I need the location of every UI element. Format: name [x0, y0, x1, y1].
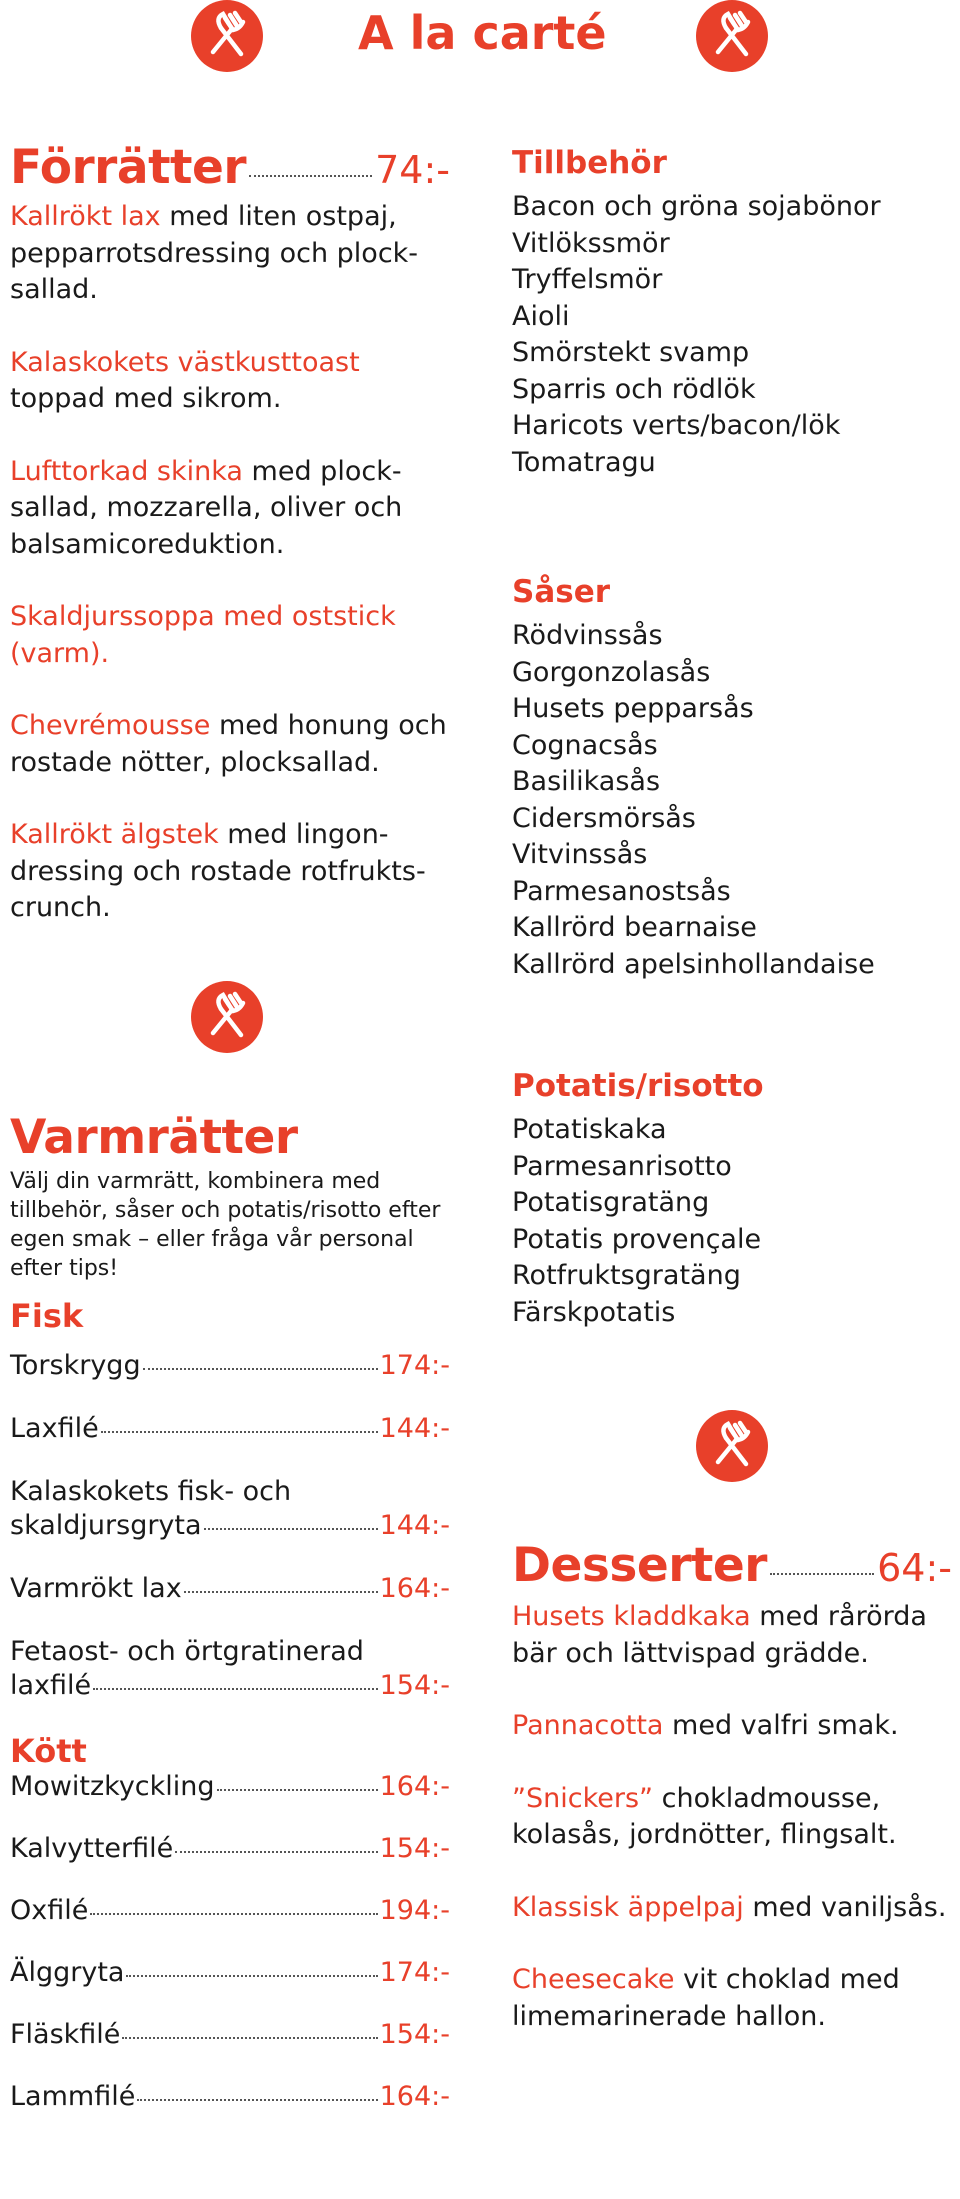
dish-description: med plock-sallad, mozzarella, oliver och balsamicoreduktion. — [10, 455, 403, 560]
dish-name-line: Fetaost- och örtgratinerad — [10, 1636, 364, 1667]
list-item: Potatisgratäng — [512, 1187, 710, 1218]
priced-item — [10, 2080, 450, 2114]
list-item: Vitvinssås — [512, 839, 648, 870]
menu-item — [512, 1781, 952, 1854]
dot-leader — [137, 2099, 377, 2101]
price-row — [10, 1832, 450, 1866]
dot-leader — [204, 1528, 378, 1530]
varmratter-intro: Välj din varmrätt, kombinera med tillbehör, såser och potatis/risotto efter egen smak – eller fråga vår personal efter tips! — [10, 1169, 441, 1281]
dish-price: 154:- — [379, 2019, 450, 2050]
list-item: Kallrörd apelsinhollandaise — [512, 948, 875, 980]
varmratter-section — [10, 1110, 450, 2142]
dish-description: med rårörda bär och lättvispad grädde. — [512, 1601, 927, 1669]
dish-description: med honung och rostade nötter, plocksallad. — [10, 710, 447, 778]
dot-leader — [101, 1431, 378, 1433]
list-item: Smörstekt svamp — [512, 337, 750, 368]
dish-name: Fläskfilé — [10, 2019, 121, 2050]
price-row — [10, 1894, 450, 1928]
saser-section — [512, 574, 952, 983]
dish-name-line: Kalaskokets fisk- och — [10, 1476, 292, 1507]
dish-price: 144:- — [379, 1510, 450, 1541]
dish-name: skaldjursgryta — [10, 1510, 202, 1541]
list-item: Cidersmörsås — [512, 802, 696, 834]
list-item: Basilikasås — [512, 766, 661, 797]
cutlery-icon — [696, 0, 768, 72]
dish-name: Torskrygg — [10, 1350, 141, 1381]
list-item: Tomatragu — [512, 446, 656, 478]
dish-name: Lufttorkad skinka — [10, 455, 243, 487]
list-item: Vitlökssmör — [512, 227, 670, 259]
dot-leader — [184, 1591, 378, 1593]
potatis-section — [512, 1068, 952, 1331]
dish-price: 174:- — [379, 1350, 450, 1381]
cutlery-icon — [191, 0, 263, 72]
menu-item — [10, 454, 450, 564]
menu-item — [10, 817, 450, 927]
price-row — [10, 1412, 450, 1446]
dish-description: med vaniljsås. — [743, 1891, 947, 1923]
forratter-heading: Förrätter — [10, 140, 247, 195]
dish-price: 154:- — [379, 1833, 450, 1864]
priced-item — [10, 2018, 450, 2052]
dish-price: 144:- — [379, 1413, 450, 1444]
price-row — [10, 2018, 450, 2052]
dish-name: Älggryta — [10, 1957, 125, 1988]
menu-item — [10, 599, 450, 672]
dot-leader — [126, 1975, 377, 1977]
cutlery-icon — [191, 981, 263, 1053]
dish-price: 164:- — [379, 1573, 450, 1604]
dish-name: Kalaskokets västkusttoast — [10, 346, 360, 378]
list-item: Tryffelsmör — [512, 264, 663, 295]
menu-item — [10, 345, 450, 418]
list-item: Haricots verts/bacon/lök — [512, 410, 841, 441]
price-row — [10, 1669, 450, 1703]
varmratter-heading: Varmrätter — [10, 1110, 298, 1165]
dish-name: Oxfilé — [10, 1895, 89, 1926]
list-item: Rotfruktsgratäng — [512, 1260, 741, 1291]
priced-item — [10, 1770, 450, 1804]
dish-description: chokladmousse, kolasås, jordnötter, flingsalt. — [512, 1782, 897, 1850]
dish-name: Cheesecake — [512, 1964, 675, 1995]
dot-leader — [217, 1789, 378, 1791]
priced-item — [10, 1956, 450, 1990]
menu-item — [10, 199, 450, 309]
dish-name: ”Snickers” — [512, 1782, 654, 1814]
fisk-heading: Fisk — [10, 1297, 84, 1335]
price-row — [10, 1509, 450, 1543]
dot-leader — [122, 2037, 377, 2039]
priced-item — [10, 1572, 450, 1606]
forratter-price: 74:- — [375, 148, 450, 192]
menu-item — [512, 1599, 952, 1672]
dish-name: Chevrémousse — [10, 710, 211, 741]
list-item: Potatiskaka — [512, 1114, 667, 1145]
dish-price: 164:- — [379, 1771, 450, 1802]
dish-name: Kallrökt älgstek — [10, 819, 219, 850]
dish-name: Kallrökt lax — [10, 201, 161, 232]
list-item: Parmesanrisotto — [512, 1150, 732, 1182]
price-row — [10, 1770, 450, 1804]
list-item: Sparris och rödlök — [512, 373, 756, 405]
dish-name: Kalvytterfilé — [10, 1833, 174, 1864]
tillbehor-section — [512, 145, 952, 481]
menu-item — [512, 1890, 952, 1927]
menu-item — [512, 1708, 952, 1745]
saser-heading: Såser — [512, 574, 611, 610]
priced-item — [10, 1894, 450, 1928]
dish-description: toppad med sikrom. — [10, 383, 282, 414]
list-item: Kallrörd bearnaise — [512, 912, 757, 943]
priced-item — [10, 1475, 450, 1543]
list-item: Aioli — [512, 300, 570, 332]
dish-description: vit choklad med limemarinerade hallon. — [512, 1964, 900, 2032]
price-row — [10, 1349, 450, 1383]
menu-item — [10, 708, 450, 781]
forratter-section — [10, 140, 450, 963]
dish-name: Lammfilé — [10, 2081, 136, 2112]
desserter-price: 64:- — [877, 1546, 952, 1590]
tillbehor-heading: Tillbehör — [512, 145, 667, 181]
dish-price: 154:- — [379, 1670, 450, 1701]
dot-leader — [143, 1368, 378, 1370]
list-item: Rödvinssås — [512, 620, 663, 651]
price-row — [10, 1956, 450, 1990]
desserter-heading: Desserter — [512, 1538, 767, 1593]
dish-name: Husets kladdkaka — [512, 1601, 751, 1632]
cutlery-icon — [696, 1410, 768, 1482]
list-item: Potatis provençale — [512, 1223, 762, 1255]
dish-description: med liten ostpaj, pepparrotsdressing och plock-sallad. — [10, 201, 419, 305]
dish-name: laxfilé — [10, 1670, 92, 1701]
list-item: Bacon och gröna sojabönor — [512, 191, 881, 222]
dish-name: Varmrökt lax — [10, 1573, 182, 1604]
dish-name: Laxfilé — [10, 1413, 99, 1444]
potatis-heading: Potatis/risotto — [512, 1068, 764, 1104]
dish-price: 194:- — [379, 1895, 450, 1926]
menu-item — [512, 1962, 952, 2035]
dot-leader — [90, 1913, 377, 1915]
priced-item — [10, 1412, 450, 1446]
dot-leader — [93, 1688, 377, 1690]
dish-name: Klassisk äppelpaj — [512, 1891, 744, 1923]
priced-item — [10, 1349, 450, 1383]
dish-name: Pannacotta — [512, 1710, 664, 1741]
dish-description: med lingon-dressing och rostade rotfrukts-crunch. — [10, 819, 426, 923]
list-item: Gorgonzolasås — [512, 656, 711, 688]
price-row — [10, 2080, 450, 2114]
page-title: A la carté — [358, 6, 607, 60]
forratter-header — [10, 140, 450, 195]
dish-description: med valfri smak. — [663, 1710, 899, 1741]
desserter-section — [512, 1538, 952, 2071]
dish-name: Skaldjurssoppa med oststick (varm). — [10, 601, 396, 669]
kott-heading: Kött — [10, 1732, 87, 1770]
list-item: Husets pepparsås — [512, 693, 754, 724]
desserter-header — [512, 1538, 952, 1593]
list-item: Färskpotatis — [512, 1296, 676, 1328]
priced-item — [10, 1635, 450, 1703]
price-row — [10, 1572, 450, 1606]
dish-price: 174:- — [379, 1957, 450, 1988]
list-item: Parmesanostsås — [512, 875, 731, 907]
priced-item — [10, 1832, 450, 1866]
dish-price: 164:- — [379, 2081, 450, 2112]
dot-leader — [175, 1851, 377, 1853]
list-item: Cognacsås — [512, 729, 658, 761]
dish-name: Mowitzkyckling — [10, 1771, 215, 1802]
